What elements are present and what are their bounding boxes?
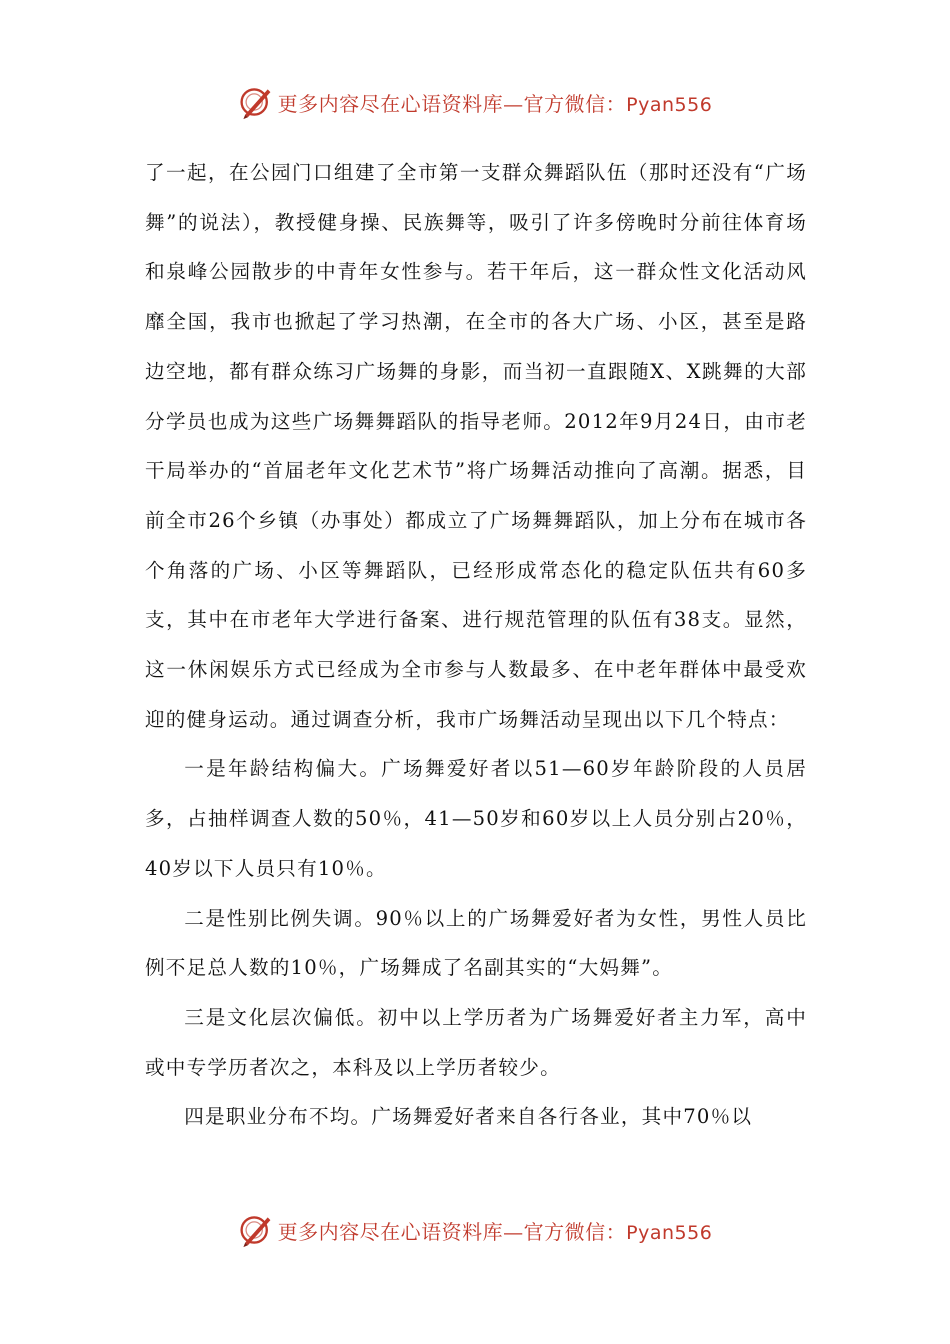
banner-label: 更多内容尽在心语资料库—官方微信： — [277, 91, 627, 116]
paragraph-occupation: 四是职业分布不均。广场舞爱好者来自各行各业，其中70％以 — [184, 1105, 753, 1129]
banner-label: 更多内容尽在心语资料库—官方微信： — [277, 1219, 627, 1244]
banner-text — [278, 1216, 713, 1245]
paragraph-education: 三是文化层次偏低。初中以上学历者为广场舞爱好者主力军，高中或中专学历者次之，本科及以上学历者较少。 — [145, 1005, 807, 1079]
header-banner — [0, 80, 950, 124]
banner-text — [278, 88, 713, 117]
pen-circle-logo-icon — [238, 1212, 274, 1248]
document-body — [145, 148, 807, 1142]
paragraph-intro: 了一起，在公园门口组建了全市第一支群众舞蹈队伍（那时还没有“广场舞”的说法），教授健身操、民族舞等，吸引了许多傍晚时分前往体育场和泉峰公园散步的中青年女性参与。若干年后，这一群众性文化活动风靡全国，我市也掀起了学习热潮，在全市的各大广场、小区，甚至是路边空地，都有群众练习广场舞的身影，而当初一直跟随X、X跳舞的大部分学员也成为这些广场舞舞蹈队的指导老师。2012年9月24日，由市老干局举办的“首届老年文化艺术节”将广场舞活动推向了高潮。据悉，目前全市26个乡镇（办事处）都成立了广场舞舞蹈队，加上分布在城市各个角落的广场、小区等舞蹈队，已经形成常态化的稳定队伍共有60多支，其中在市老年大学进行备案、进行规范管理的队伍有38支。显然，这一休闲娱乐方式已经成为全市参与人数最多、在中老年群体中最受欢迎的健身运动。通过调查分析，我市广场舞活动呈现出以下几个特点： — [145, 161, 807, 731]
paragraph-gender: 二是性别比例失调。90％以上的广场舞爱好者为女性，男性人员比例不足总人数的10％，广场舞成了名副其实的“大妈舞”。 — [145, 906, 807, 980]
banner-handle: Pyan556 — [626, 1221, 713, 1244]
pen-circle-logo-icon — [238, 84, 274, 120]
banner-handle: Pyan556 — [626, 93, 713, 116]
paragraph-age: 一是年龄结构偏大。广场舞爱好者以51—60岁年龄阶段的人员居多，占抽样调查人数的50％，41—50岁和60岁以上人员分别占20％，40岁以下人员只有10％。 — [145, 757, 807, 880]
footer-banner — [0, 1208, 950, 1252]
